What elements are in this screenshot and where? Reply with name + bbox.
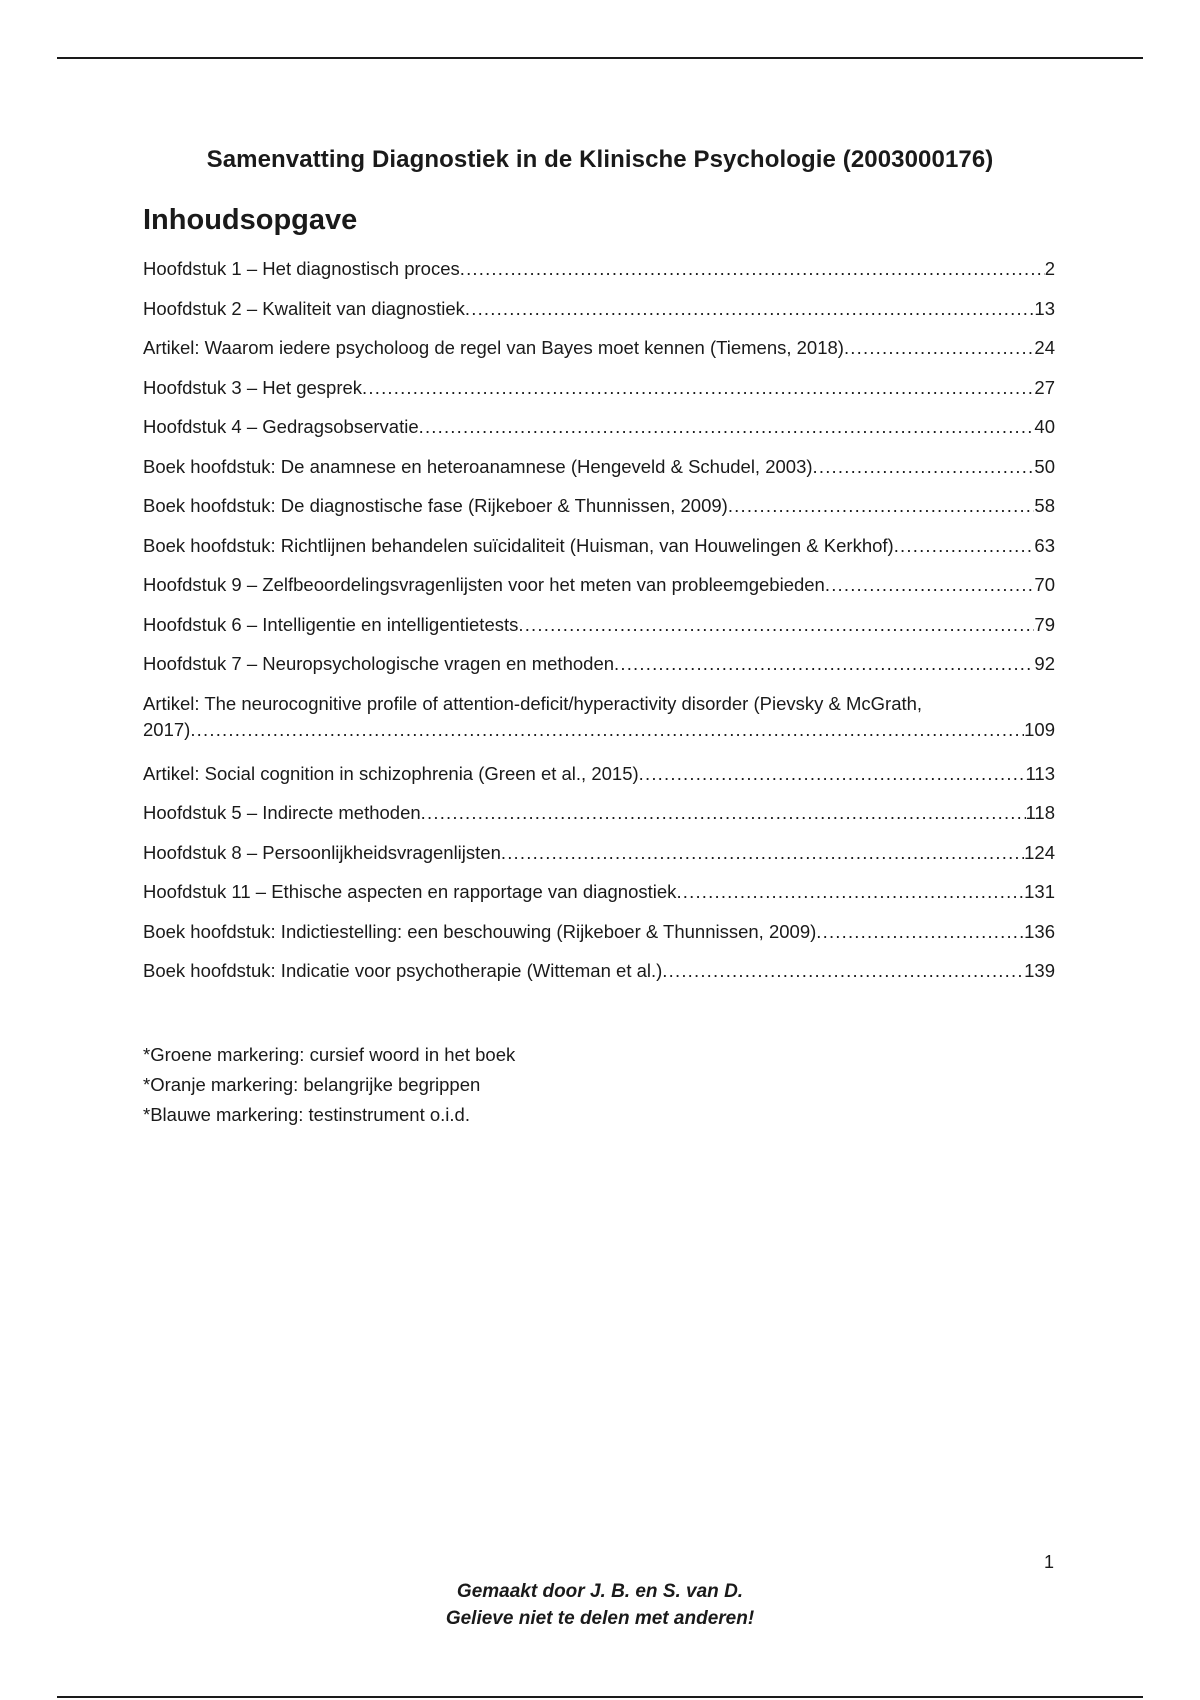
- toc-entry-title-continued: 2017): [143, 718, 191, 740]
- toc-leader: [419, 414, 1035, 440]
- toc-leader: [676, 879, 1024, 905]
- toc-entry[interactable]: [143, 761, 1055, 801]
- toc-leader: [639, 761, 1026, 787]
- toc-entry-page: 139: [1024, 960, 1055, 981]
- toc-entry-title: Hoofdstuk 11 – Ethische aspecten en rapportage van diagnostiek: [143, 881, 677, 902]
- toc-entry-page: 113: [1025, 762, 1055, 784]
- toc-entry-page: 136: [1024, 920, 1055, 942]
- toc-entry[interactable]: [143, 572, 1055, 612]
- legend-item-green: *Groene markering: cursief woord in het boek: [143, 1044, 516, 1065]
- toc-leader: [362, 375, 1034, 401]
- toc-entry[interactable]: [143, 691, 1055, 761]
- toc-entry-title: Hoofdstuk 6 – Intelligentie en intelligentietests: [143, 613, 519, 635]
- toc-leader: [662, 958, 1024, 984]
- toc-leader: [518, 612, 1034, 638]
- toc-leader: [816, 919, 1024, 945]
- toc-entry-page: 58: [1034, 495, 1055, 516]
- toc-heading: Inhoudsopgave: [143, 204, 358, 236]
- toc-entry[interactable]: [143, 612, 1055, 652]
- toc-leader: [844, 335, 1034, 361]
- toc-entry-title: Hoofdstuk 9 – Zelfbeoordelingsvragenlijsten voor het meten van probleemgebieden: [143, 574, 825, 595]
- page-number: 1: [1044, 1552, 1055, 1572]
- toc-leader: [894, 533, 1035, 559]
- toc-leader: [501, 840, 1024, 866]
- highlight-legend: [143, 1040, 515, 1130]
- toc-entry-page: 70: [1034, 574, 1055, 595]
- toc-entry-title: Boek hoofdstuk: De diagnostische fase (Rijkeboer & Thunnissen, 2009): [143, 495, 728, 516]
- toc-entry[interactable]: [143, 651, 1055, 691]
- toc-entry[interactable]: [143, 256, 1055, 296]
- toc-entry-page: 50: [1034, 455, 1055, 477]
- toc-entry-page: 118: [1025, 802, 1055, 823]
- toc-leader: [728, 493, 1035, 519]
- toc-entry[interactable]: [143, 879, 1055, 919]
- toc-entry-page: 124: [1024, 841, 1055, 863]
- table-of-contents: [143, 256, 1055, 998]
- toc-entry-title: Boek hoofdstuk: Indictiestelling: een beschouwing (Rijkeboer & Thunnissen, 2009): [143, 920, 817, 942]
- legend-item-orange: *Oranje markering: belangrijke begrippen: [143, 1074, 481, 1095]
- toc-entry[interactable]: [143, 840, 1055, 880]
- toc-entry-title: Artikel: Waarom iedere psycholoog de regel van Bayes moet kennen (Tiemens, 2018): [143, 337, 844, 358]
- toc-entry-title: Boek hoofdstuk: De anamnese en heteroanamnese (Hengeveld & Schudel, 2003): [143, 455, 813, 477]
- toc-entry-title: Hoofdstuk 3 – Het gesprek: [143, 376, 363, 398]
- toc-entry-title: Hoofdstuk 8 – Persoonlijkheidsvragenlijsten: [143, 841, 501, 863]
- toc-entry-title: Hoofdstuk 7 – Neuropsychologische vragen en methoden: [143, 653, 615, 674]
- toc-entry-title: Boek hoofdstuk: Richtlijnen behandelen suïcidaliteit (Huisman, van Houwelingen & Kerkhof): [143, 534, 894, 556]
- document-title: Samenvatting Diagnostiek in de Klinische Psychologie (2003000176): [206, 146, 994, 173]
- toc-entry-title: Boek hoofdstuk: Indicatie voor psychotherapie (Witteman et al.): [143, 960, 663, 981]
- toc-entry-title: Hoofdstuk 1 – Het diagnostisch proces: [143, 258, 460, 279]
- toc-entry[interactable]: [143, 958, 1055, 998]
- toc-leader: [813, 454, 1035, 480]
- toc-leader: [825, 572, 1035, 598]
- toc-entry-page: 24: [1034, 337, 1055, 358]
- toc-entry-title: Hoofdstuk 4 – Gedragsobservatie: [143, 416, 419, 437]
- toc-entry[interactable]: [143, 296, 1055, 336]
- toc-entry-title: Hoofdstuk 2 – Kwaliteit van diagnostiek: [143, 297, 465, 319]
- toc-entry[interactable]: [143, 493, 1055, 533]
- toc-leader: [190, 717, 1024, 743]
- toc-entry[interactable]: [143, 800, 1055, 840]
- toc-entry[interactable]: [143, 335, 1055, 375]
- toc-entry-title: Artikel: The neurocognitive profile of attention-deficit/hyperactivity disorder (Pievsky & McGrath,: [143, 692, 923, 714]
- footer-notice: Gelieve niet te delen met anderen!: [445, 1608, 755, 1629]
- toc-entry-page: 40: [1034, 416, 1055, 437]
- toc-entry-page: 131: [1024, 881, 1055, 902]
- toc-entry[interactable]: [143, 919, 1055, 959]
- toc-entry-title: Hoofdstuk 5 – Indirecte methoden: [143, 802, 421, 823]
- toc-entry-page: 2: [1044, 258, 1055, 279]
- toc-entry-page: 13: [1034, 297, 1055, 319]
- toc-leader: [421, 800, 1026, 826]
- toc-leader: [614, 651, 1034, 677]
- toc-entry-page: 92: [1034, 653, 1055, 674]
- toc-entry-page: 79: [1034, 613, 1055, 635]
- toc-entry-title: Artikel: Social cognition in schizophrenia (Green et al., 2015): [143, 762, 639, 784]
- toc-entry-page: 109: [1024, 718, 1055, 740]
- toc-entry[interactable]: [143, 454, 1055, 494]
- toc-leader: [460, 256, 1045, 282]
- toc-leader: [465, 296, 1035, 322]
- toc-entry-page: 27: [1034, 376, 1055, 398]
- header-rule: [57, 57, 1143, 59]
- legend-item-blue: *Blauwe markering: testinstrument o.i.d.: [143, 1104, 470, 1125]
- toc-entry-page: 63: [1034, 534, 1055, 556]
- toc-entry[interactable]: [143, 414, 1055, 454]
- footer-rule: [57, 1696, 1143, 1698]
- toc-entry[interactable]: [143, 533, 1055, 573]
- toc-entry[interactable]: [143, 375, 1055, 415]
- footer-author: Gemaakt door J. B. en S. van D.: [456, 1581, 744, 1602]
- footer: [0, 1578, 1200, 1632]
